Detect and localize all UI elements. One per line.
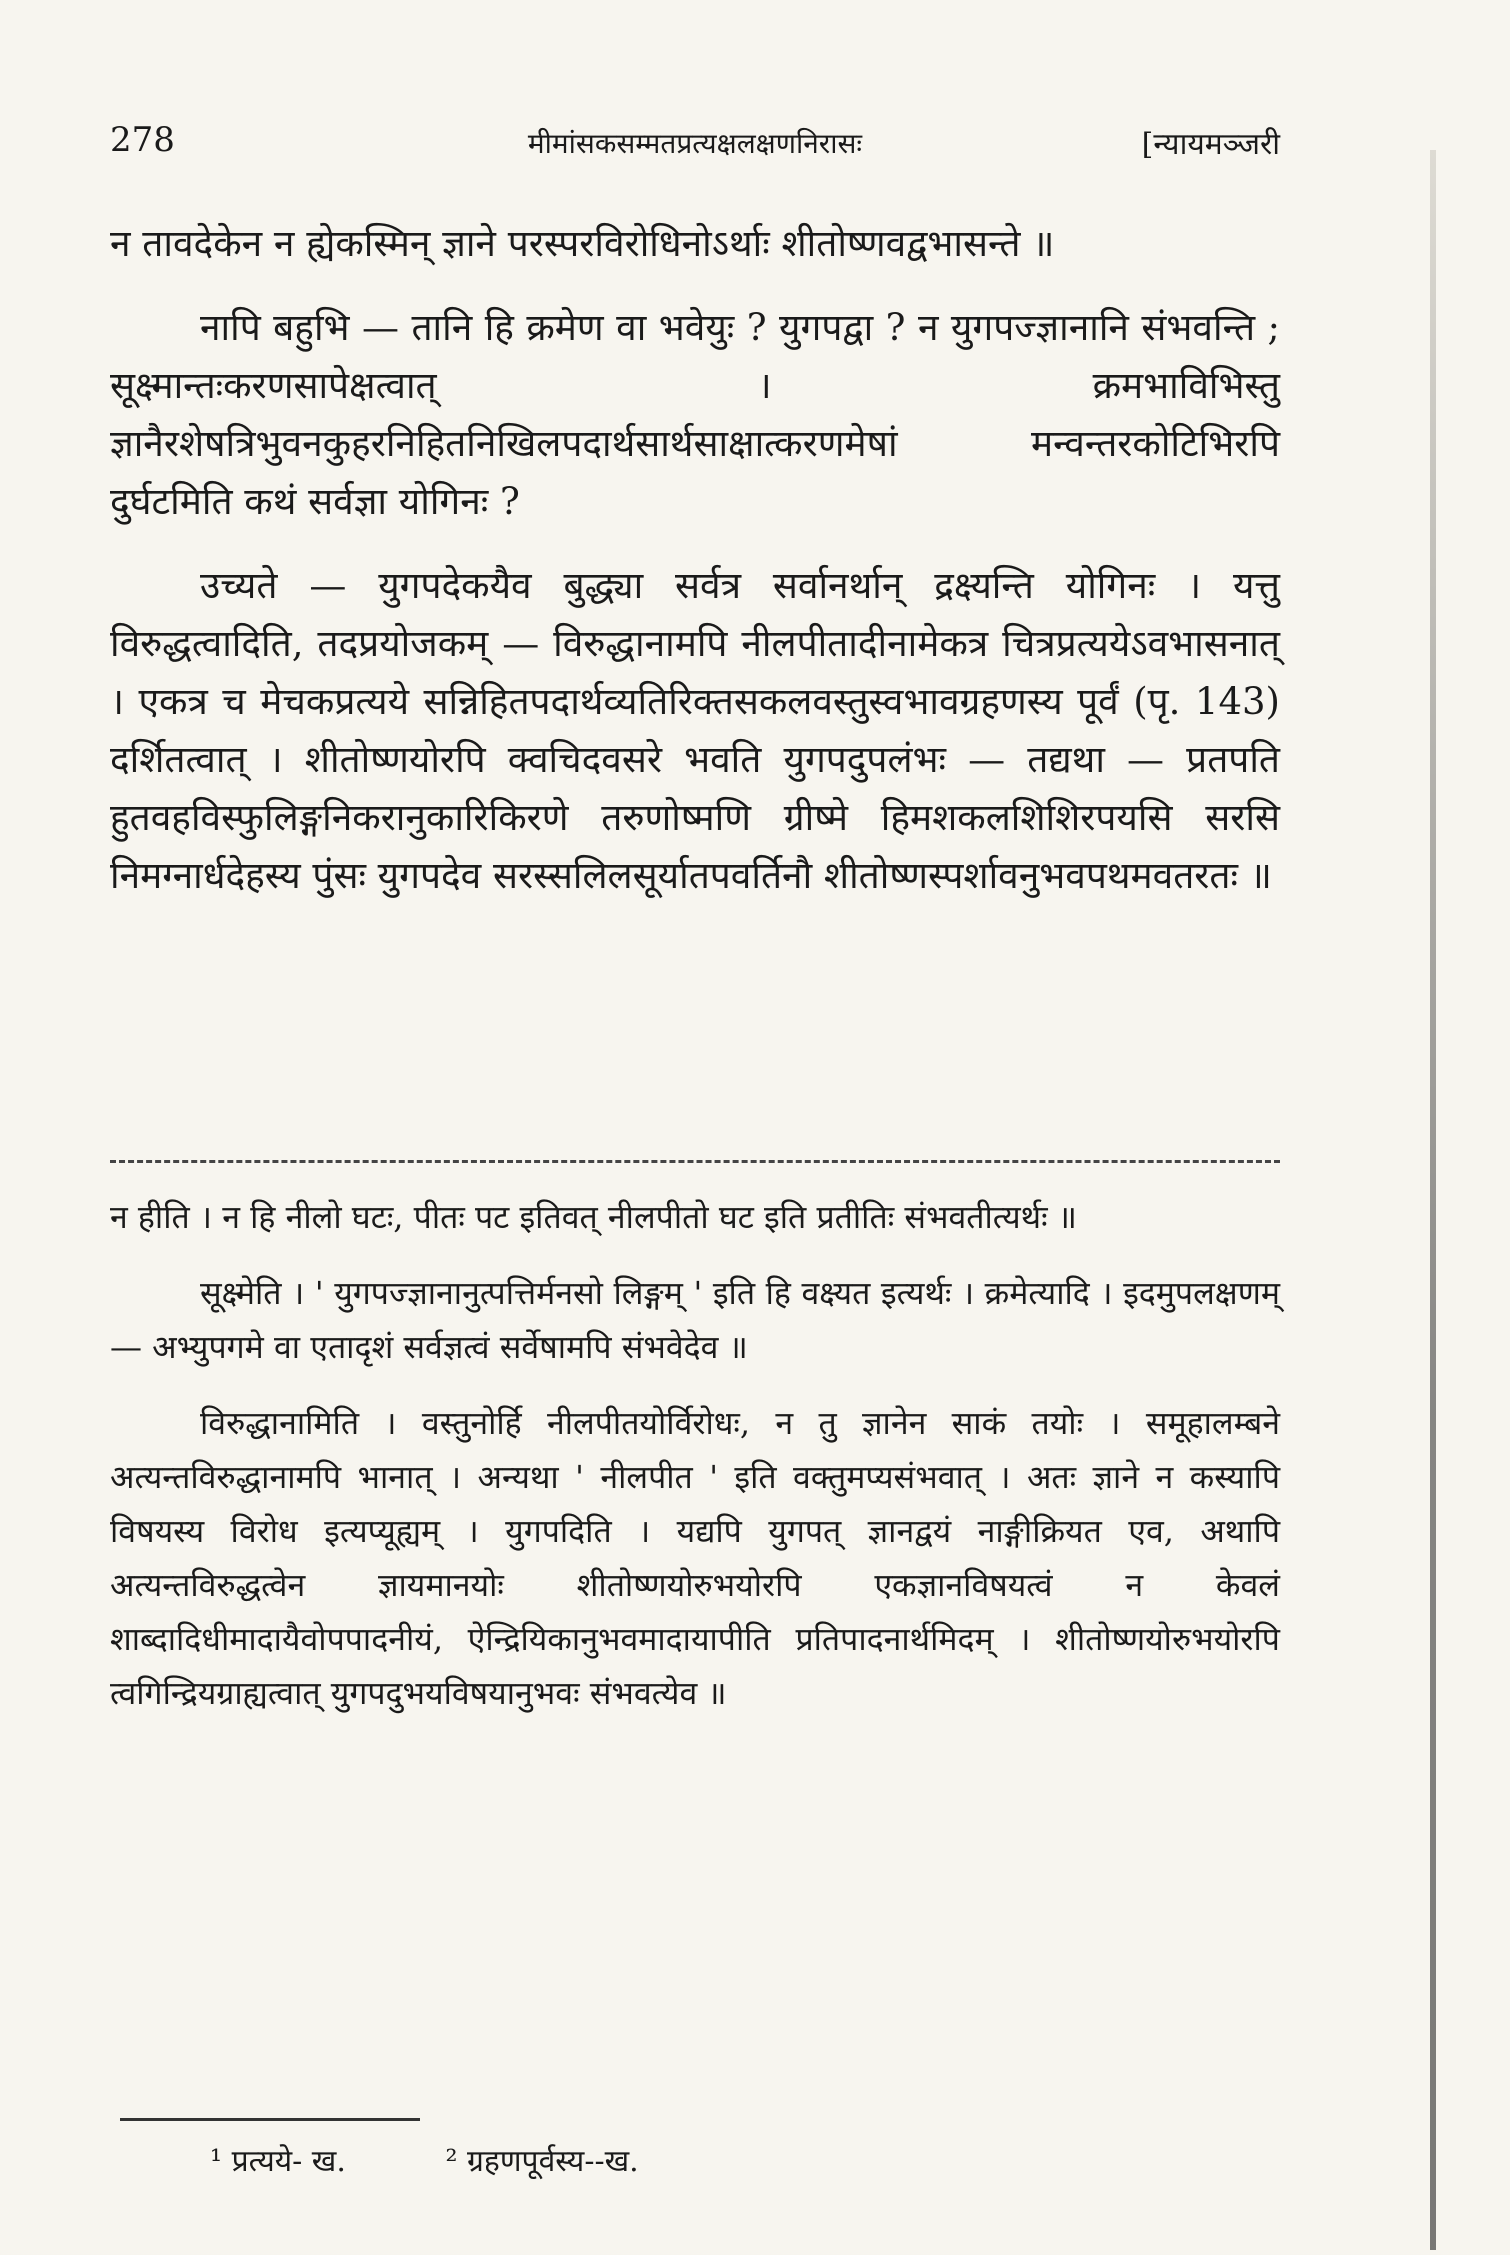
running-title: मीमांसकसम्मतप्रत्यक्षलक्षणनिरासः xyxy=(527,127,863,160)
page-number: 278 xyxy=(110,120,175,160)
footnote-rule xyxy=(120,2118,420,2121)
commentary-paragraph: न हीति । न हि नीलो घटः, पीतः पट इतिवत् नीलपीतो घट इति प्रतीतिः संभवतीत्यर्थः ॥ xyxy=(110,1198,1077,1236)
page-edge-shadow xyxy=(1430,150,1436,2250)
main-paragraph: उच्यते — युगपदेकयैव बुद्ध्या सर्वत्र सर्वानर्थान् द्रक्ष्यन्ति योगिनः । यत्तु विरुद्धत्वादिति, तदप्रयोजकम् — विरुद्धानामपि नीलपीतादीनामेकत्र चित्रप्रत्ययेऽवभासनात् । एकत्र च मेचकप्रत्यये सन्निहितपदार्थव्यतिरिक्तसकलवस्तुस्वभावग्रहणस्य पूर्वं (पृ. 143) दर्शितत्वात् । शीतोष्णयोरपि क्वचिदवसरे भवति युगपदुपलंभः — तद्यथा — प्रतपति हुतवहविस्फुलिङ्गनिकरानुकारिकिरणे तरुणोष्मणि ग्रीष्मे हिमशकलशिशिरपयसि सरसि निमग्नार्धदेहस्य पुंसः युगपदेव सरस्सलिलसूर्यातपवर्तिनौ शीतोष्णस्पर्शावनुभवपथमवतरतः ॥ xyxy=(110,564,1280,897)
footnote: ¹ प्रत्यये- ख. xyxy=(210,2144,346,2179)
main-paragraph: न तावदेकेन न ह्येकस्मिन् ज्ञाने परस्परविरोधिनोऽर्थाः शीतोष्णवद्वभासन्ते ॥ xyxy=(110,222,1055,265)
text-commentary-divider xyxy=(110,1160,1280,1163)
page-header xyxy=(110,110,1280,170)
footnotes xyxy=(210,2140,1110,2184)
commentary-paragraph: विरुद्धानामिति । वस्तुनोर्हि नीलपीतयोर्विरोधः, न तु ज्ञानेन साकं तयोः । समूहालम्बने अत्यन्तविरुद्धानामपि भानात् । अन्यथा ' नीलपीत ' इति वक्तुमप्यसंभवात् । अतः ज्ञाने न कस्यापि विषयस्य विरोध इत्यप्यूह्यम् । युगपदिति । यद्यपि युगपत् ज्ञानद्वयं नाङ्गीक्रियत एव, अथापि अत्यन्तविरुद्धत्वेन ज्ञायमानयोः शीतोष्णयोरुभयोरपि एकज्ञानविषयत्वं न केवलं शाब्दादिधीमादायैवोपपादनीयं, ऐन्द्रियिकानुभवमादायापीति प्रतिपादनार्थमिदम् । शीतोष्णयोरुभयोरपि त्वगिन्द्रियग्राह्यत्वात् युगपदुभयविषयानुभवः संभवत्येव ॥ xyxy=(110,1404,1280,1712)
commentary-paragraph: सूक्ष्मेति । ' युगपज्ज्ञानानुत्पत्तिर्मनसो लिङ्गम् ' इति हि वक्ष्यत इत्यर्थः । क्रमेत्यादि । इदमुपलक्षणम् — अभ्युपगमे वा एतादृशं सर्वज्ञत्वं सर्वेषामपि संभवेदेव ॥ xyxy=(110,1274,1280,1366)
footnote: ² ग्रहणपूर्वस्य--ख. xyxy=(445,2144,639,2179)
commentary xyxy=(110,1190,1280,1742)
section-name: [न्यायमञ्जरी xyxy=(1141,127,1280,162)
main-paragraph: नापि बहुभि — तानि हि क्रमेण वा भवेयुः ? युगपद्वा ? न युगपज्ज्ञानानि संभवन्ति ; सूक्ष्मान्तःकरणसापेक्षत्वात् । क्रमभाविभिस्तु ज्ञानैरशेषत्रिभुवनकुहरनिहितनिखिलपदार्थसार्थसाक्षात्करणमेषां मन्वन्तरकोटिभिरपि दुर्घटमिति कथं सर्वज्ञा योगिनः ? xyxy=(110,306,1280,523)
main-text xyxy=(110,215,1280,931)
